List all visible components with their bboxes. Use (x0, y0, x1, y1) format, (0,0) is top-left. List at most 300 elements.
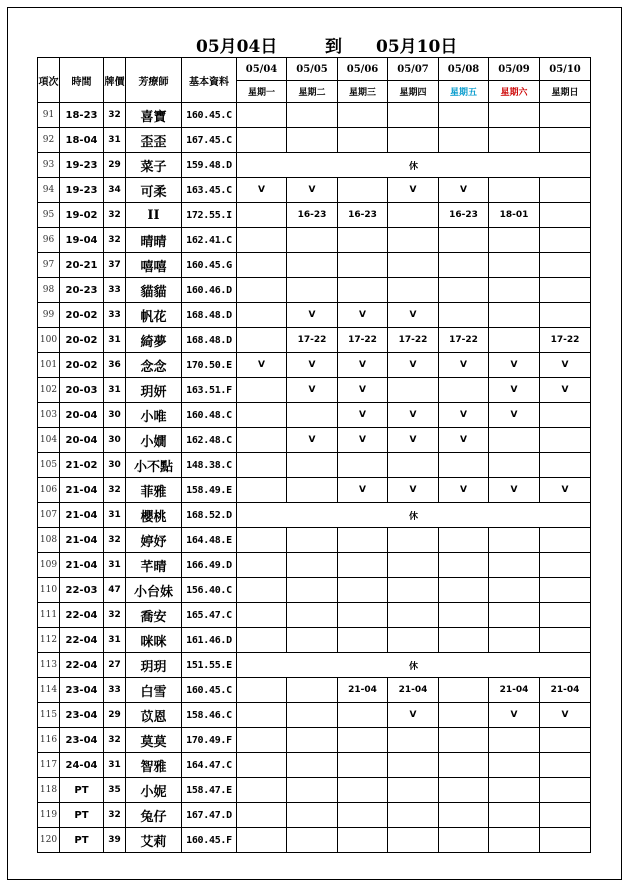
row-day-off: 休 (237, 653, 591, 678)
row-price: 31 (104, 503, 126, 528)
row-day-cell (287, 753, 338, 778)
row-time: 19-23 (60, 153, 104, 178)
table-row (38, 328, 591, 353)
row-basic-info: 164.48.E (182, 528, 237, 553)
row-number: 94 (38, 178, 60, 203)
row-day-cell (237, 328, 287, 353)
row-basic-info: 158.47.E (182, 778, 237, 803)
row-price: 30 (104, 428, 126, 453)
row-therapist-name: 苡恩 (126, 703, 182, 728)
table-row (38, 178, 591, 203)
table-row (38, 128, 591, 153)
row-day-cell: 21-04 (489, 678, 540, 703)
row-time: 23-04 (60, 728, 104, 753)
row-day-cell (287, 578, 338, 603)
row-price: 32 (104, 103, 126, 128)
table-row (38, 378, 591, 403)
row-number: 103 (38, 403, 60, 428)
row-day-cell: V (489, 703, 540, 728)
row-day-cell (489, 728, 540, 753)
row-day-cell (439, 828, 489, 853)
row-time: 18-04 (60, 128, 104, 153)
row-basic-info: 168.48.D (182, 328, 237, 353)
row-day-cell (388, 103, 439, 128)
row-day-cell: V (388, 703, 439, 728)
row-day-cell (540, 603, 591, 628)
row-time: PT (60, 778, 104, 803)
row-therapist-name: 綺夢 (126, 328, 182, 353)
row-basic-info: 160.46.D (182, 278, 237, 303)
row-day-cell (540, 828, 591, 853)
row-day-cell (540, 553, 591, 578)
row-day-cell (237, 253, 287, 278)
row-time: 21-04 (60, 553, 104, 578)
row-basic-info: 160.45.C (182, 678, 237, 703)
row-day-cell (287, 703, 338, 728)
row-time: 20-02 (60, 303, 104, 328)
table-row (38, 578, 591, 603)
row-number: 97 (38, 253, 60, 278)
row-price: 31 (104, 753, 126, 778)
table-row (38, 278, 591, 303)
row-day-cell (388, 203, 439, 228)
header-time: 時間 (60, 58, 104, 103)
row-number: 105 (38, 453, 60, 478)
row-day-cell (338, 103, 388, 128)
row-therapist-name: 小妮 (126, 778, 182, 803)
row-basic-info: 160.45.F (182, 828, 237, 853)
row-day-cell (237, 103, 287, 128)
row-basic-info: 151.55.E (182, 653, 237, 678)
row-therapist-name: 智雅 (126, 753, 182, 778)
row-price: 37 (104, 253, 126, 278)
row-day-cell (237, 303, 287, 328)
row-day-cell (439, 228, 489, 253)
row-day-cell (439, 703, 489, 728)
header-weekday: 星期日 (540, 81, 591, 103)
row-day-cell (338, 278, 388, 303)
row-day-cell (489, 753, 540, 778)
row-therapist-name: 可柔 (126, 178, 182, 203)
row-day-cell (237, 603, 287, 628)
row-day-cell (338, 253, 388, 278)
row-day-cell (489, 778, 540, 803)
row-therapist-name: 嘻嘻 (126, 253, 182, 278)
row-time: 22-03 (60, 578, 104, 603)
row-day-cell (237, 478, 287, 503)
row-basic-info: 166.49.D (182, 553, 237, 578)
header-date: 05/06 (338, 58, 388, 81)
row-day-cell (338, 553, 388, 578)
table-row (38, 228, 591, 253)
row-day-cell (338, 578, 388, 603)
row-day-cell (540, 453, 591, 478)
row-day-cell (338, 753, 388, 778)
row-day-cell (237, 453, 287, 478)
table-row (38, 453, 591, 478)
date-range-separator: 到 (325, 37, 342, 57)
row-number: 98 (38, 278, 60, 303)
row-basic-info: 168.48.D (182, 303, 237, 328)
row-day-cell: V (540, 478, 591, 503)
table-row (38, 678, 591, 703)
row-time: 19-23 (60, 178, 104, 203)
row-day-cell (287, 528, 338, 553)
row-price: 32 (104, 528, 126, 553)
row-day-cell (237, 628, 287, 653)
row-day-cell (237, 203, 287, 228)
row-therapist-name: 喬安 (126, 603, 182, 628)
row-day-cell (388, 828, 439, 853)
row-day-cell (237, 678, 287, 703)
row-day-cell: V (439, 478, 489, 503)
row-therapist-name: 咪咪 (126, 628, 182, 653)
row-day-cell (287, 253, 338, 278)
header-date: 05/04 (237, 58, 287, 81)
header-weekday: 星期四 (388, 81, 439, 103)
row-day-cell (540, 303, 591, 328)
row-day-cell: V (439, 403, 489, 428)
row-day-cell (338, 803, 388, 828)
row-number: 109 (38, 553, 60, 578)
row-day-cell (287, 803, 338, 828)
row-day-cell: V (287, 378, 338, 403)
header-weekday: 星期六 (489, 81, 540, 103)
row-therapist-name: 晴晴 (126, 228, 182, 253)
row-time: 20-03 (60, 378, 104, 403)
row-number: 93 (38, 153, 60, 178)
row-basic-info: 167.45.C (182, 128, 237, 153)
row-number: 113 (38, 653, 60, 678)
row-basic-info: 158.49.E (182, 478, 237, 503)
row-day-cell (540, 278, 591, 303)
row-day-cell (237, 778, 287, 803)
row-time: 20-21 (60, 253, 104, 278)
row-day-cell (287, 828, 338, 853)
row-day-cell (540, 528, 591, 553)
row-time: 20-04 (60, 428, 104, 453)
row-day-cell: V (439, 178, 489, 203)
row-day-cell (237, 528, 287, 553)
row-day-cell: V (388, 303, 439, 328)
table-row (38, 553, 591, 578)
row-price: 29 (104, 153, 126, 178)
row-day-cell: V (489, 353, 540, 378)
row-time: 23-04 (60, 678, 104, 703)
row-day-cell: V (338, 478, 388, 503)
row-day-cell (388, 753, 439, 778)
row-price: 29 (104, 703, 126, 728)
row-therapist-name: 小唯 (126, 403, 182, 428)
row-therapist-name: 小嫺 (126, 428, 182, 453)
row-day-cell: V (338, 353, 388, 378)
table-row (38, 303, 591, 328)
row-basic-info: 168.52.D (182, 503, 237, 528)
row-day-cell (439, 378, 489, 403)
row-day-cell (237, 128, 287, 153)
row-day-cell (489, 428, 540, 453)
table-row (38, 403, 591, 428)
row-price: 27 (104, 653, 126, 678)
row-number: 101 (38, 353, 60, 378)
row-day-cell: V (540, 353, 591, 378)
row-therapist-name: 櫻桃 (126, 503, 182, 528)
row-time: 21-04 (60, 478, 104, 503)
row-day-cell (287, 278, 338, 303)
row-day-cell (388, 628, 439, 653)
row-day-cell (489, 303, 540, 328)
row-day-cell: 21-04 (540, 678, 591, 703)
row-day-cell (439, 528, 489, 553)
row-basic-info: 160.45.G (182, 253, 237, 278)
row-price: 36 (104, 353, 126, 378)
row-day-cell (489, 253, 540, 278)
table-row (38, 503, 591, 528)
row-basic-info: 167.47.D (182, 803, 237, 828)
table-row (38, 728, 591, 753)
row-day-cell (338, 628, 388, 653)
row-day-cell: V (287, 303, 338, 328)
row-day-cell: V (540, 378, 591, 403)
row-day-cell (540, 203, 591, 228)
row-time: 20-04 (60, 403, 104, 428)
row-day-cell: V (489, 478, 540, 503)
row-price: 32 (104, 728, 126, 753)
row-day-cell (439, 778, 489, 803)
table-row (38, 703, 591, 728)
row-day-cell (489, 803, 540, 828)
row-number: 110 (38, 578, 60, 603)
row-therapist-name: 艾莉 (126, 828, 182, 853)
row-number: 96 (38, 228, 60, 253)
row-day-cell (338, 528, 388, 553)
row-day-cell (287, 403, 338, 428)
row-time: 21-04 (60, 503, 104, 528)
row-therapist-name: 玥玥 (126, 653, 182, 678)
row-day-cell (540, 778, 591, 803)
table-row (38, 478, 591, 503)
row-day-cell: V (540, 703, 591, 728)
row-basic-info: 162.41.C (182, 228, 237, 253)
row-price: 32 (104, 803, 126, 828)
row-day-cell: V (489, 403, 540, 428)
row-basic-info: 160.45.C (182, 103, 237, 128)
row-day-cell (489, 828, 540, 853)
row-price: 32 (104, 478, 126, 503)
row-day-cell (388, 578, 439, 603)
row-price: 32 (104, 228, 126, 253)
row-price: 31 (104, 128, 126, 153)
row-time: 23-04 (60, 703, 104, 728)
row-day-cell (489, 278, 540, 303)
row-day-cell (388, 803, 439, 828)
row-basic-info: 170.50.E (182, 353, 237, 378)
header-info: 基本資料 (182, 58, 237, 103)
row-therapist-name: 喜寶 (126, 103, 182, 128)
row-price: 35 (104, 778, 126, 803)
schedule-body (38, 103, 591, 853)
row-therapist-name: 貓貓 (126, 278, 182, 303)
row-day-cell (287, 778, 338, 803)
row-basic-info: 156.40.C (182, 578, 237, 603)
row-number: 116 (38, 728, 60, 753)
row-day-cell (338, 178, 388, 203)
row-time: 24-04 (60, 753, 104, 778)
row-day-cell (237, 378, 287, 403)
row-day-cell (338, 778, 388, 803)
row-day-cell: V (388, 403, 439, 428)
table-row (38, 528, 591, 553)
row-price: 31 (104, 628, 126, 653)
row-day-cell: V (287, 178, 338, 203)
header-price: 牌價 (104, 58, 126, 103)
row-day-cell: 17-22 (338, 328, 388, 353)
table-row (38, 253, 591, 278)
row-number: 112 (38, 628, 60, 653)
table-row (38, 203, 591, 228)
row-number: 117 (38, 753, 60, 778)
row-time: PT (60, 803, 104, 828)
row-day-cell (439, 728, 489, 753)
header-date: 05/05 (287, 58, 338, 81)
row-basic-info: 159.48.D (182, 153, 237, 178)
row-day-off: 休 (237, 153, 591, 178)
row-day-cell (338, 728, 388, 753)
row-day-cell: V (388, 478, 439, 503)
row-therapist-name: 帆花 (126, 303, 182, 328)
row-day-cell (489, 553, 540, 578)
row-basic-info: 160.48.C (182, 403, 237, 428)
row-number: 91 (38, 103, 60, 128)
header-name: 芳療師 (126, 58, 182, 103)
row-basic-info: 164.47.C (182, 753, 237, 778)
table-row (38, 603, 591, 628)
row-day-cell (237, 728, 287, 753)
row-number: 92 (38, 128, 60, 153)
row-therapist-name: 莫莫 (126, 728, 182, 753)
row-price: 32 (104, 603, 126, 628)
row-therapist-name: 白雪 (126, 678, 182, 703)
row-therapist-name: 兔仔 (126, 803, 182, 828)
row-day-cell (489, 103, 540, 128)
row-therapist-name: 玥妍 (126, 378, 182, 403)
row-day-cell (388, 728, 439, 753)
row-number: 111 (38, 603, 60, 628)
table-row (38, 428, 591, 453)
row-day-cell: V (338, 403, 388, 428)
row-therapist-name: 婷妤 (126, 528, 182, 553)
row-number: 108 (38, 528, 60, 553)
header-weekday: 星期二 (287, 81, 338, 103)
row-price: 33 (104, 678, 126, 703)
row-day-off: 休 (237, 503, 591, 528)
row-day-cell: 17-22 (439, 328, 489, 353)
row-day-cell: 21-04 (388, 678, 439, 703)
row-time: 22-04 (60, 603, 104, 628)
row-day-cell (439, 753, 489, 778)
row-time: 20-02 (60, 353, 104, 378)
table-row (38, 353, 591, 378)
row-day-cell (388, 253, 439, 278)
row-day-cell (540, 403, 591, 428)
row-day-cell (388, 128, 439, 153)
row-day-cell: 21-04 (338, 678, 388, 703)
row-therapist-name: II (126, 203, 182, 228)
row-basic-info: 163.51.F (182, 378, 237, 403)
row-day-cell: V (338, 428, 388, 453)
row-day-cell (237, 403, 287, 428)
row-day-cell: V (388, 428, 439, 453)
row-day-cell (237, 428, 287, 453)
row-day-cell (489, 328, 540, 353)
schedule-table (37, 57, 591, 853)
row-basic-info: 161.46.D (182, 628, 237, 653)
row-day-cell (540, 753, 591, 778)
row-day-cell (540, 578, 591, 603)
row-day-cell (388, 603, 439, 628)
row-day-cell (237, 553, 287, 578)
row-day-cell: 16-23 (287, 203, 338, 228)
row-day-cell (439, 603, 489, 628)
row-basic-info: 148.38.C (182, 453, 237, 478)
row-day-cell (338, 603, 388, 628)
row-day-cell (540, 228, 591, 253)
row-day-cell (237, 703, 287, 728)
row-day-cell (388, 453, 439, 478)
row-day-cell (439, 128, 489, 153)
row-price: 39 (104, 828, 126, 853)
row-day-cell (237, 228, 287, 253)
row-day-cell: V (237, 353, 287, 378)
row-day-cell (540, 103, 591, 128)
row-price: 33 (104, 278, 126, 303)
row-day-cell (338, 703, 388, 728)
row-day-cell (287, 478, 338, 503)
row-number: 102 (38, 378, 60, 403)
row-day-cell (540, 803, 591, 828)
row-time: 19-04 (60, 228, 104, 253)
row-basic-info: 162.48.C (182, 428, 237, 453)
row-day-cell (489, 628, 540, 653)
row-day-cell (237, 828, 287, 853)
table-row (38, 778, 591, 803)
row-day-cell: V (338, 303, 388, 328)
row-price: 31 (104, 553, 126, 578)
row-day-cell (287, 603, 338, 628)
row-day-cell: V (489, 378, 540, 403)
table-row (38, 753, 591, 778)
row-day-cell (237, 803, 287, 828)
row-day-cell: V (439, 353, 489, 378)
row-day-cell (540, 128, 591, 153)
row-day-cell: 17-22 (287, 328, 338, 353)
row-number: 95 (38, 203, 60, 228)
row-time: 20-02 (60, 328, 104, 353)
header-date: 05/08 (439, 58, 489, 81)
row-day-cell (338, 228, 388, 253)
row-day-cell (439, 578, 489, 603)
row-day-cell (388, 778, 439, 803)
row-basic-info: 165.47.C (182, 603, 237, 628)
row-day-cell (287, 228, 338, 253)
row-price: 34 (104, 178, 126, 203)
header-date: 05/10 (540, 58, 591, 81)
row-number: 107 (38, 503, 60, 528)
row-number: 104 (38, 428, 60, 453)
row-day-cell (489, 603, 540, 628)
row-day-cell (439, 253, 489, 278)
row-day-cell (287, 728, 338, 753)
